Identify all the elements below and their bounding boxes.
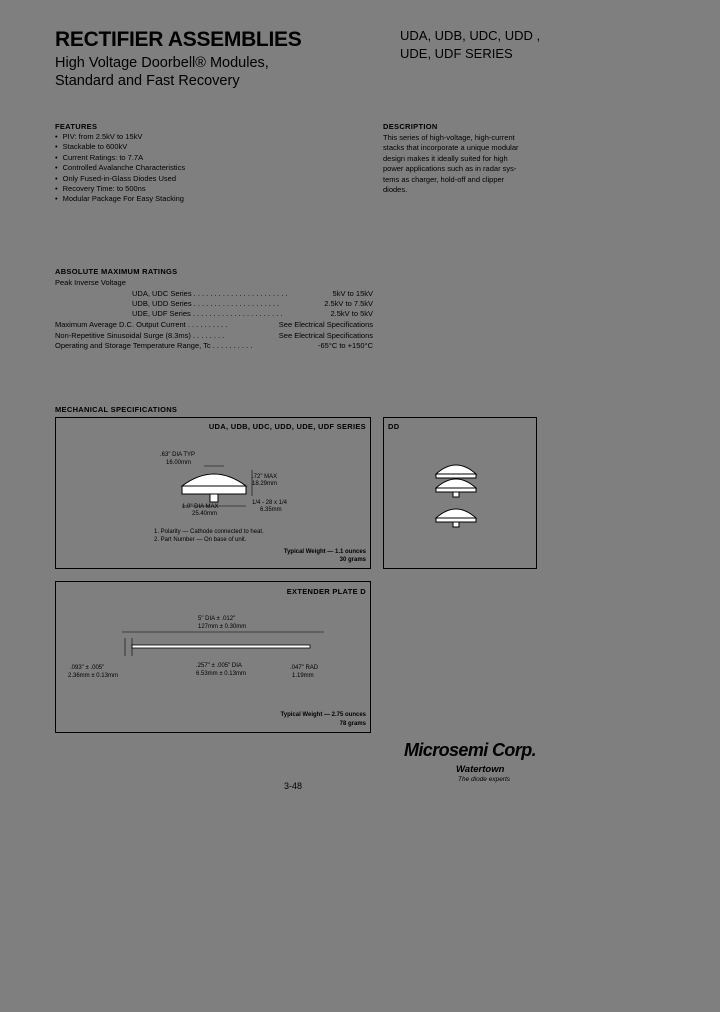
rating-value: -65°C to +150°C (318, 341, 373, 350)
mechanical-heading: MECHANICAL SPECIFICATIONS (55, 405, 178, 414)
rating-label: Peak Inverse Voltage (55, 278, 126, 287)
series-line-2: UDE, UDF SERIES (400, 46, 513, 61)
rating-label: Maximum Average D.C. Output Current . . . . . . . . . . (55, 320, 228, 329)
feature-item: • Current Ratings: to 7.7A (55, 153, 185, 163)
dim-label: 5" DIA ± .012" (198, 616, 236, 622)
description-line: tems as charger, hold-off and clipper (383, 174, 505, 184)
module-drawing (56, 418, 370, 568)
features-heading: FEATURES (55, 122, 98, 131)
dim-label: .257" ± .005" DIA (196, 663, 242, 669)
rating-label: UDE, UDF Series . . . . . . . . . . . . . . . . . . . . . . (132, 309, 283, 318)
description-line: power applications such as in radar sys- (383, 164, 517, 174)
rating-value: 2.5kV to 7.5kV (324, 299, 373, 308)
series-box-title: UDA, UDB, UDC, UDD, UDE, UDF SERIES (208, 422, 366, 431)
company-logo: Microsemi Corp. (404, 740, 537, 760)
company-tagline: The diode experts (458, 776, 511, 783)
rating-label: UDA, UDC Series . . . . . . . . . . . . . . . . . . . . . . . (132, 289, 288, 298)
description-heading: DESCRIPTION (383, 122, 438, 131)
dd-box-title: DD (388, 422, 400, 431)
extender-box-title: EXTENDER PLATE D (286, 587, 366, 596)
plate-profile (132, 645, 310, 648)
dim-label: 2.36mm ± 0.13mm (68, 673, 118, 679)
company-location: Watertown (456, 764, 505, 775)
dim-label: 16.00mm (166, 460, 192, 466)
ratings-heading: ABSOLUTE MAXIMUM RATINGS (55, 267, 178, 276)
part-number-note: 2. Part Number — On base of unit. (154, 537, 247, 543)
extender-plate-drawing (56, 582, 370, 732)
module-dome (182, 474, 246, 486)
module-stud (210, 494, 218, 502)
description-text (383, 133, 553, 195)
rating-label: Non-Repetitive Sinusoidal Surge (8.3ms) . . . . . . . . (55, 331, 225, 340)
feature-item: • PIV: from 2.5kV to 15kV (55, 132, 185, 142)
subtitle-line-1: High Voltage Doorbell® Modules, (55, 55, 269, 71)
rating-label: UDB, UDD Series . . . . . . . . . . . . . . . . . . . . . (132, 299, 280, 308)
page-title: RECTIFIER ASSEMBLIES (55, 28, 302, 51)
page-number: 3-48 (284, 781, 303, 791)
module-base (182, 486, 246, 494)
feature-item: • Recovery Time: to 500ns (55, 184, 185, 194)
description-line: diodes. (383, 185, 408, 195)
rating-value: 5kV to 15kV (332, 289, 373, 298)
rating-value: See Electrical Specifications (278, 331, 373, 340)
typical-weight: Typical Weight — 1.1 ounces (283, 549, 366, 555)
dim-label: 18.29mm (252, 481, 278, 487)
dim-label: .093" ± .005" (70, 665, 105, 671)
dim-label: 6.53mm ± 0.13mm (196, 671, 246, 677)
dim-label: 25.40mm (192, 511, 218, 517)
dim-label: 6.35mm (260, 507, 282, 513)
subtitle-line-2: Standard and Fast Recovery (55, 73, 240, 89)
typical-weight: Typical Weight — 2.75 ounces (280, 712, 366, 718)
description-line: design makes it ideally suited for high (383, 153, 508, 163)
dim-label: 1/4 - 28 x 1/4 (252, 500, 288, 506)
rating-label: Operating and Storage Temperature Range, Tc . . . . . . . . . . (55, 341, 253, 350)
feature-item: • Controlled Avalanche Characteristics (55, 163, 185, 173)
stacked-modules-drawing (384, 418, 536, 568)
dim-label: 127mm ± 0.30mm (198, 624, 247, 630)
series-drawing-box (55, 417, 371, 569)
feature-item: • Stackable to 600kV (55, 142, 185, 152)
series-line-1: UDA, UDB, UDC, UDD , (400, 28, 541, 43)
feature-item: • Only Fused-in-Glass Diodes Used (55, 174, 185, 184)
rating-value: See Electrical Specifications (278, 320, 373, 329)
dim-label: .63" DIA TYP (160, 452, 196, 458)
dim-label: .72" MAX (252, 474, 278, 480)
description-line: stacks that incorporate a unique modular (383, 143, 519, 153)
rating-value: 2.5kV to 5kV (330, 309, 373, 318)
dd-drawing-box (383, 417, 537, 569)
dim-label: .047" RAD (290, 665, 319, 671)
dim-label: 1.19mm (292, 673, 314, 679)
polarity-note: 1. Polarity — Cathode connected to heat. (154, 529, 264, 535)
dim-label: 1.0" DIA MAX (182, 504, 219, 510)
typical-weight-grams: 78 grams (339, 721, 366, 727)
description-line: This series of high-voltage, high-current (383, 133, 515, 142)
features-list (55, 132, 185, 205)
feature-item: • Modular Package For Easy Stacking (55, 194, 185, 204)
extender-plate-box (55, 581, 371, 733)
typical-weight-grams: 30 grams (339, 557, 366, 563)
